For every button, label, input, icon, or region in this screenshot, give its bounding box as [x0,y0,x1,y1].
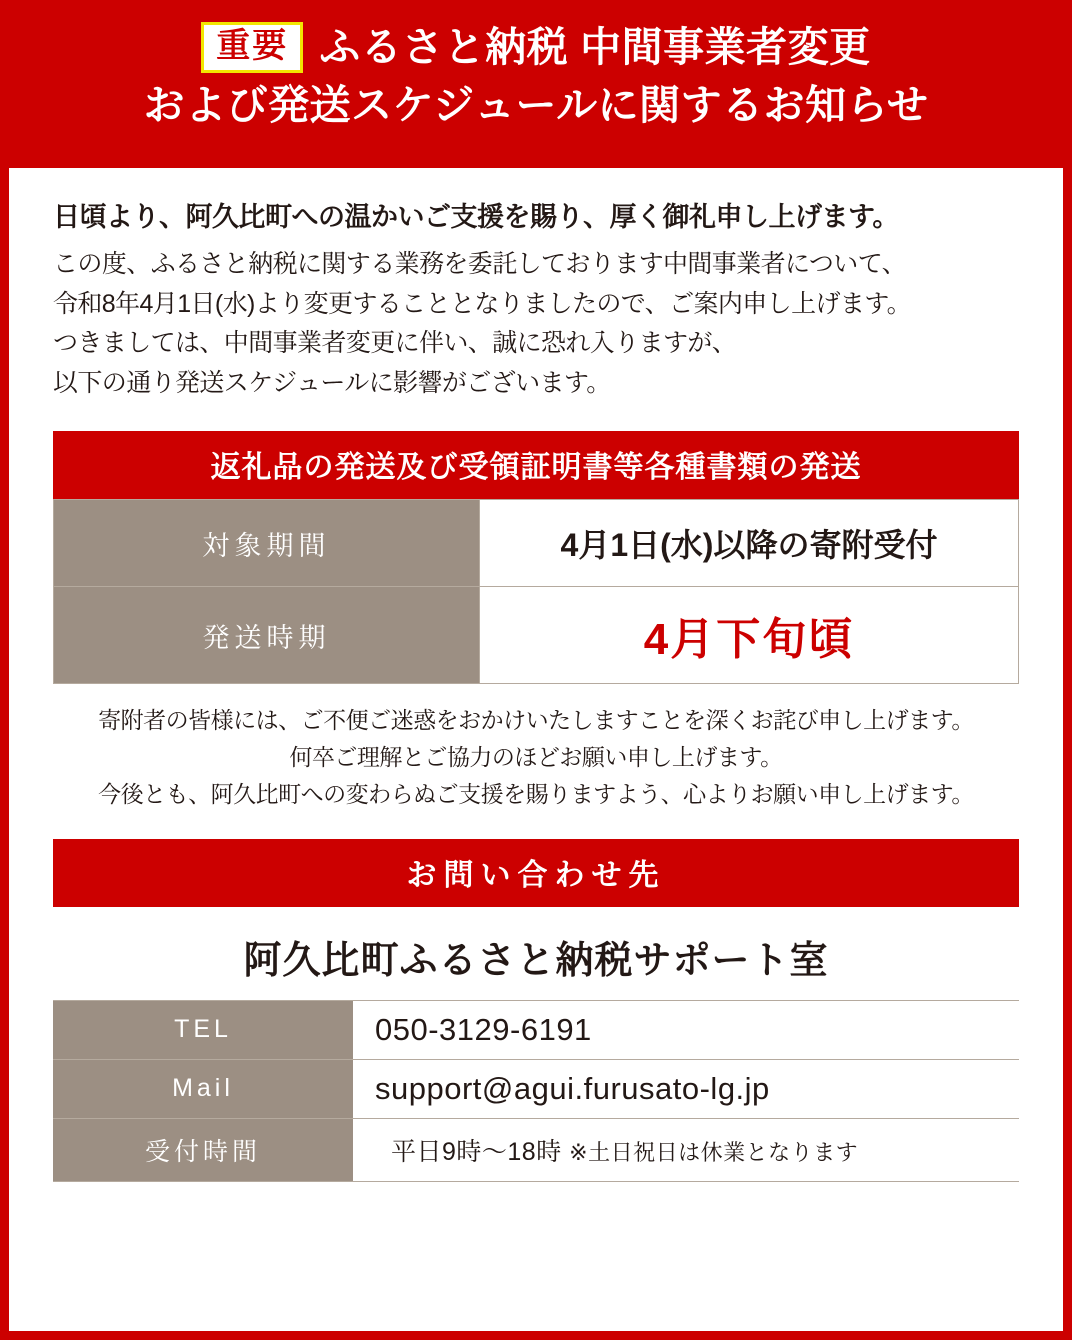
intro-line-2: 令和8年4月1日(水)より変更することとなりましたので、ご案内申し上げます。 [53,289,912,318]
contact-table [53,1000,1019,1182]
contact-department-name: 阿久比町ふるさと納税サポート室 [243,939,829,982]
intro-line-1: この度、ふるさと納税に関する業務を委託しております中間事業者について、 [53,250,907,279]
intro-line-4: 以下の通り発送スケジュールに影響がございます。 [53,368,611,397]
contact-value-hours [353,1118,1019,1181]
schedule-row-label-shipping: 発送時期 [54,587,480,684]
schedule-row-value-period: 4月1日(水)以降の寄附受付 [480,500,1019,587]
contact-hours-note: ※土日祝日は休業となります [569,1139,859,1165]
apology-line-1: 寄附者の皆様には、ご不便ご迷惑をおかけいたしますことを深くお詫び申し上げます。 [98,707,974,734]
intro-line-3: つきましては、中間事業者変更に伴い、誠に恐れ入りますが、 [53,329,737,358]
table-row [54,587,1019,684]
contact-hours-text: 平日9時〜18時 [391,1137,562,1166]
intro-lead: 日頃より、阿久比町への温かいご支援を賜り、厚く御礼申し上げます。 [53,202,899,232]
contact-section-title: お問い合わせ先 [53,839,1019,907]
table-row [53,1059,1019,1118]
contact-label-hours: 受付時間 [53,1118,353,1181]
contact-value-tel[interactable]: 050-3129-6191 [353,1000,1019,1059]
contact-label-mail: Mail [53,1059,353,1118]
schedule-table [53,499,1019,684]
content-panel [9,168,1063,1331]
apology-line-2: 何卒ご理解とご協力のほどお願い申し上げます。 [289,743,783,770]
poster-header [0,0,1072,151]
important-badge: 重要 [201,22,303,73]
apology-block [53,702,1019,812]
header-title-line2: および発送スケジュールに関するお知らせ [143,82,929,129]
contact-value-mail[interactable]: support@agui.furusato-lg.jp [353,1059,1019,1118]
schedule-section-title: 返礼品の発送及び受領証明書等各種書類の発送 [53,431,1019,499]
header-title-text: ふるさと納税 中間事業者変更 [319,24,871,71]
apology-line-3: 今後とも、阿久比町への変わらぬご支援を賜りますよう、心よりお願い申し上げます。 [98,780,974,807]
schedule-row-label-period: 対象期間 [54,500,480,587]
schedule-row-value-shipping: 4月下旬頃 [480,587,1019,684]
contact-label-tel: TEL [53,1000,353,1059]
table-row [53,1118,1019,1181]
header-title-line1 [0,22,1072,73]
table-row [54,500,1019,587]
table-row [53,1000,1019,1059]
intro-body [53,245,1019,403]
